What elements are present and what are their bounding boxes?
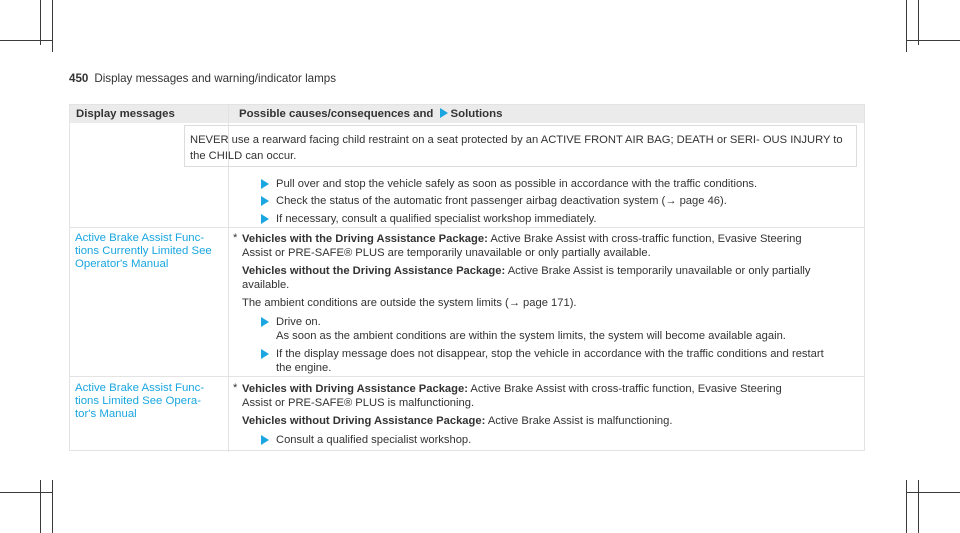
crop-mark	[52, 480, 53, 533]
page-header	[69, 72, 336, 85]
optional-equipment-marker: *	[233, 382, 238, 394]
arrow-icon	[261, 317, 269, 327]
action-step: If the display message does not disappear, stop the vehicle in accordance with the traffic conditions and restart	[276, 348, 824, 360]
table-header	[70, 105, 864, 123]
condition-with-package: Vehicles with Driving Assistance Package: Active Brake Assist with cross-traffic function, Evasive Steering	[242, 383, 782, 395]
system-limits-text: The ambient conditions are outside the system limits (→ page 171).	[242, 297, 577, 309]
action-step: Drive on.	[276, 316, 321, 328]
warning-text: NEVER use a rearward facing child restraint on a seat protected by an ACTIVE FRONT AIR BAG; DEATH or SERI- OUS INJURY to the CHILD can occur.	[190, 134, 843, 162]
section-title: Display messages and warning/indicator lamps	[94, 72, 336, 85]
display-message-link[interactable]: Active Brake Assist Func- tions Currently Limited See Operator's Manual	[75, 232, 212, 270]
condition-without-package: Vehicles without Driving Assistance Package: Active Brake Assist is malfunctioning.	[242, 415, 673, 427]
crop-mark	[906, 0, 907, 52]
action-step-detail: As soon as the ambient conditions are within the system limits, the system will become available again.	[276, 330, 786, 342]
crop-mark	[906, 492, 960, 493]
crop-mark	[40, 0, 41, 45]
display-message-link[interactable]: Active Brake Assist Func- tions Limited See Opera- tor's Manual	[75, 382, 205, 420]
column-header-causes: Possible causes/consequences and Solutions	[239, 108, 503, 120]
page-number: 450	[69, 72, 89, 85]
crop-mark	[40, 480, 41, 533]
row-divider	[70, 376, 864, 377]
condition-with-package-cont: Assist or PRE-SAFE® PLUS is malfunctioning.	[242, 397, 475, 409]
optional-equipment-marker: *	[233, 232, 238, 244]
crop-mark	[918, 480, 919, 533]
crop-mark	[906, 480, 907, 533]
action-step: Check the status of the automatic front passenger airbag deactivation system (→ page 46).	[276, 195, 727, 207]
arrow-icon	[261, 349, 269, 359]
arrow-icon	[440, 108, 448, 118]
crop-mark	[0, 492, 52, 493]
condition-without-package: Vehicles without the Driving Assistance Package: Active Brake Assist is temporarily unavailable or only partially	[242, 265, 811, 277]
arrow-icon	[261, 179, 269, 189]
action-step: Consult a qualified specialist workshop.	[276, 434, 472, 446]
arrow-icon	[261, 196, 269, 206]
crop-mark	[0, 40, 52, 41]
column-header-messages: Display messages	[76, 108, 175, 120]
warning-box	[184, 125, 857, 167]
crop-mark	[906, 40, 960, 41]
row-divider	[70, 227, 864, 228]
action-step-detail: the engine.	[276, 362, 332, 374]
arrow-icon	[261, 214, 269, 224]
condition-with-package-cont: Assist or PRE-SAFE® PLUS are temporarily unavailable or only partially available.	[242, 247, 651, 259]
arrow-icon	[261, 435, 269, 445]
crop-mark	[918, 0, 919, 45]
crop-mark	[52, 0, 53, 52]
condition-with-package: Vehicles with the Driving Assistance Package: Active Brake Assist with cross-traffic function, Evasive Steering	[242, 233, 802, 245]
action-step: If necessary, consult a qualified specialist workshop immediately.	[276, 213, 597, 225]
action-step: Pull over and stop the vehicle safely as soon as possible in accordance with the traffic conditions.	[276, 178, 758, 190]
condition-without-package-cont: available.	[242, 279, 290, 291]
